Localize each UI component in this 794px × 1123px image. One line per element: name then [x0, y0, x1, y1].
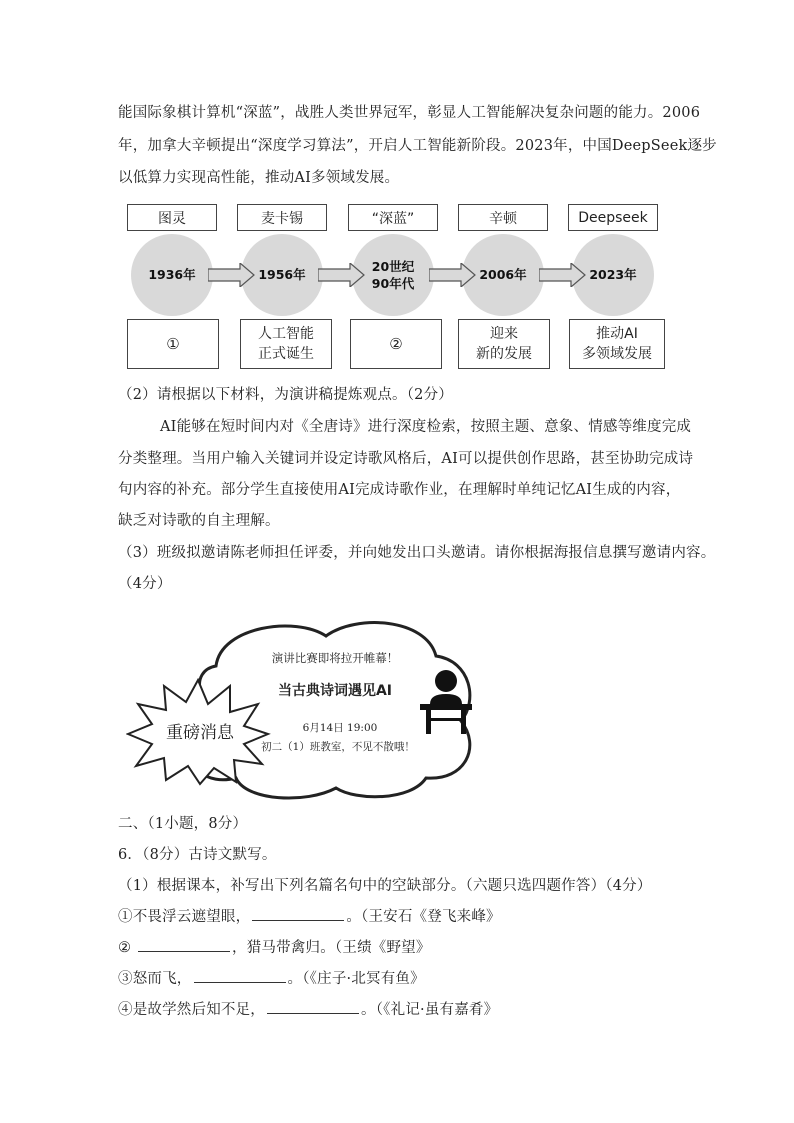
person-box-3: “深蓝” — [348, 204, 438, 231]
answer-blank[interactable] — [267, 1001, 359, 1014]
arrow-right-icon — [208, 263, 256, 287]
intro-line-2: 年，加拿大辛顿提出“深度学习算法”，开启人工智能新阶段。2023年，中国DeepSeek逐步 — [118, 138, 717, 154]
q2-paragraph-line-1: AI能够在短时间内对《全唐诗》进行深度检索，按照主题、意象、情感等维度完成 — [160, 419, 692, 435]
item-after: 。（《庄子·北冥有鱼》 — [287, 971, 425, 987]
fill-item-4 — [118, 998, 498, 1019]
person-box-5: Deepseek — [568, 204, 658, 231]
event-box-4: 迎来 新的发展 — [458, 319, 550, 369]
speaker-podium-icon — [418, 668, 474, 736]
arrow-right-icon — [539, 263, 587, 287]
poster-place: 初二（1）班教室，不见不散哦！ — [261, 741, 415, 753]
event-box-5: 推动AI 多领域发展 — [569, 319, 665, 369]
item-number: ② — [118, 940, 132, 956]
fill-item-3 — [118, 967, 425, 988]
poster-headline: 演讲比赛即将拉开帷幕！ — [271, 651, 399, 665]
answer-blank[interactable] — [138, 939, 230, 952]
person-box-2: 麦卡锡 — [237, 204, 327, 231]
fill-item-2 — [118, 936, 431, 957]
item-after: 。（王安石《登飞来峰》 — [346, 909, 501, 925]
item-number: ③ — [118, 971, 133, 987]
q2-prompt: （2）请根据以下材料，为演讲稿提炼观点。（2分） — [118, 387, 453, 403]
q2-paragraph-line-2: 分类整理。当用户输入关键词并设定诗歌风格后，AI可以提供创作思路，甚至协助完成诗 — [118, 451, 694, 467]
q6-1-prompt: （1）根据课本，补写出下列名篇名句中的空缺部分。（六题只选四题作答）（4分） — [118, 878, 652, 894]
item-after: ，猎马带禽归。（王绩《野望》 — [232, 940, 431, 956]
item-number: ④ — [118, 1002, 133, 1018]
intro-line-1: 能国际象棋计算机“深蓝”，战胜人类世界冠军，彰显人工智能解决复杂问题的能力。2006 — [118, 105, 701, 121]
item-number: ① — [118, 909, 133, 925]
answer-blank[interactable] — [194, 970, 286, 983]
section2-heading: 二、（1小题，8分） — [118, 816, 248, 832]
q3-score: （4分） — [118, 576, 172, 592]
year-circle-4: 2006年 — [462, 234, 544, 316]
event-box-2: 人工智能 正式诞生 — [240, 319, 332, 369]
year-circle-2: 1956年 — [241, 234, 323, 316]
q3-prompt: （3）班级拟邀请陈老师担任评委，并向她发出口头邀请。请你根据海报信息撰写邀请内容。 — [118, 545, 716, 561]
year-circle-3: 20世纪 90年代 — [352, 234, 434, 316]
intro-line-3: 以低算力实现高性能，推动AI多领域发展。 — [118, 170, 400, 186]
item-before: 是故学然后知不足， — [132, 1002, 266, 1018]
fill-item-1 — [118, 905, 501, 926]
q2-paragraph-line-4: 缺乏对诗歌的自主理解。 — [118, 513, 280, 529]
answer-blank[interactable] — [252, 908, 344, 921]
arrow-right-icon — [318, 263, 366, 287]
item-before — [131, 940, 136, 956]
burst-text: 重磅消息 — [166, 723, 234, 743]
item-before: 不畏浮云遮望眼， — [132, 909, 251, 925]
q6-heading: 6．（8分）古诗文默写。 — [118, 847, 277, 863]
year-circle-1: 1936年 — [131, 234, 213, 316]
event-box-3: ② — [350, 319, 442, 369]
poster-title: 当古典诗词遇见AI — [277, 683, 393, 699]
arrow-right-icon — [429, 263, 477, 287]
poster-time: 6月14日 19:00 — [302, 722, 378, 734]
event-box-1: ① — [127, 319, 219, 369]
q2-paragraph-line-3: 句内容的补充。部分学生直接使用AI完成诗歌作业，在理解时单纯记忆AI生成的内容， — [118, 482, 681, 498]
person-box-4: 辛顿 — [458, 204, 548, 231]
year-circle-5: 2023年 — [572, 234, 654, 316]
item-after: 。（《礼记·虽有嘉肴》 — [361, 1002, 499, 1018]
item-before: 怒而飞， — [132, 971, 192, 987]
person-box-1: 图灵 — [127, 204, 217, 231]
